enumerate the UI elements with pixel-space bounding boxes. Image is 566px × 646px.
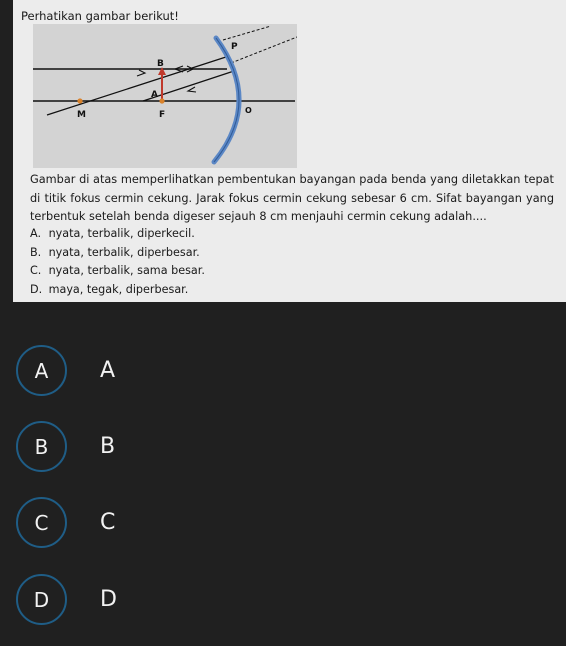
question-intro: Perhatikan gambar berikut! [21, 9, 179, 23]
label-m: M [77, 110, 86, 120]
answer-badge[interactable]: A [16, 345, 67, 396]
point-f [159, 98, 164, 103]
label-p: P [231, 42, 238, 52]
answer-choice-d[interactable] [16, 574, 316, 630]
label-f: F [159, 110, 166, 120]
option-letter: B. [30, 245, 42, 259]
answer-label[interactable]: A [100, 358, 116, 383]
option-text: maya, tegak, diperbesar. [48, 282, 189, 296]
label-o: O [245, 106, 252, 115]
question-text: Gambar di atas memperlihatkan pembentukan bayangan pada benda yang diletakkan tepat di titik fokus cermin cekung. Jarak fokus cermin cekung sebesar 6 cm. Sifat bayangan yang terbentuk setelah benda digeser sejauh 8 cm menjauhi cermin cekung adalah.... [30, 173, 554, 223]
option-text: nyata, terbalik, sama besar. [48, 264, 205, 277]
option-letter: A. [30, 227, 42, 240]
answer-badge[interactable]: C [16, 497, 67, 548]
answer-choice-b[interactable] [16, 421, 316, 477]
answer-label[interactable]: B [100, 434, 116, 459]
answer-badge[interactable]: B [16, 421, 67, 472]
question-card [13, 0, 566, 302]
option-row [30, 225, 205, 244]
label-b: B [157, 59, 164, 69]
concave-mirror-diagram [33, 24, 297, 168]
answer-label[interactable]: D [100, 587, 117, 612]
answer-choice-a[interactable] [16, 345, 316, 401]
figure-background [33, 24, 297, 168]
option-list [30, 225, 205, 299]
option-row [30, 244, 205, 263]
answer-label[interactable]: C [100, 510, 116, 535]
option-row [30, 262, 205, 281]
option-text: nyata, terbalik, diperkecil. [48, 227, 195, 240]
point-m [77, 98, 82, 103]
label-a: A [151, 90, 158, 100]
answer-badge[interactable]: D [16, 574, 67, 625]
option-letter: C. [30, 264, 42, 277]
answer-choice-c[interactable] [16, 497, 316, 553]
option-row [30, 281, 205, 300]
option-letter: D. [30, 282, 43, 296]
option-text: nyata, terbalik, diperbesar. [48, 245, 200, 259]
